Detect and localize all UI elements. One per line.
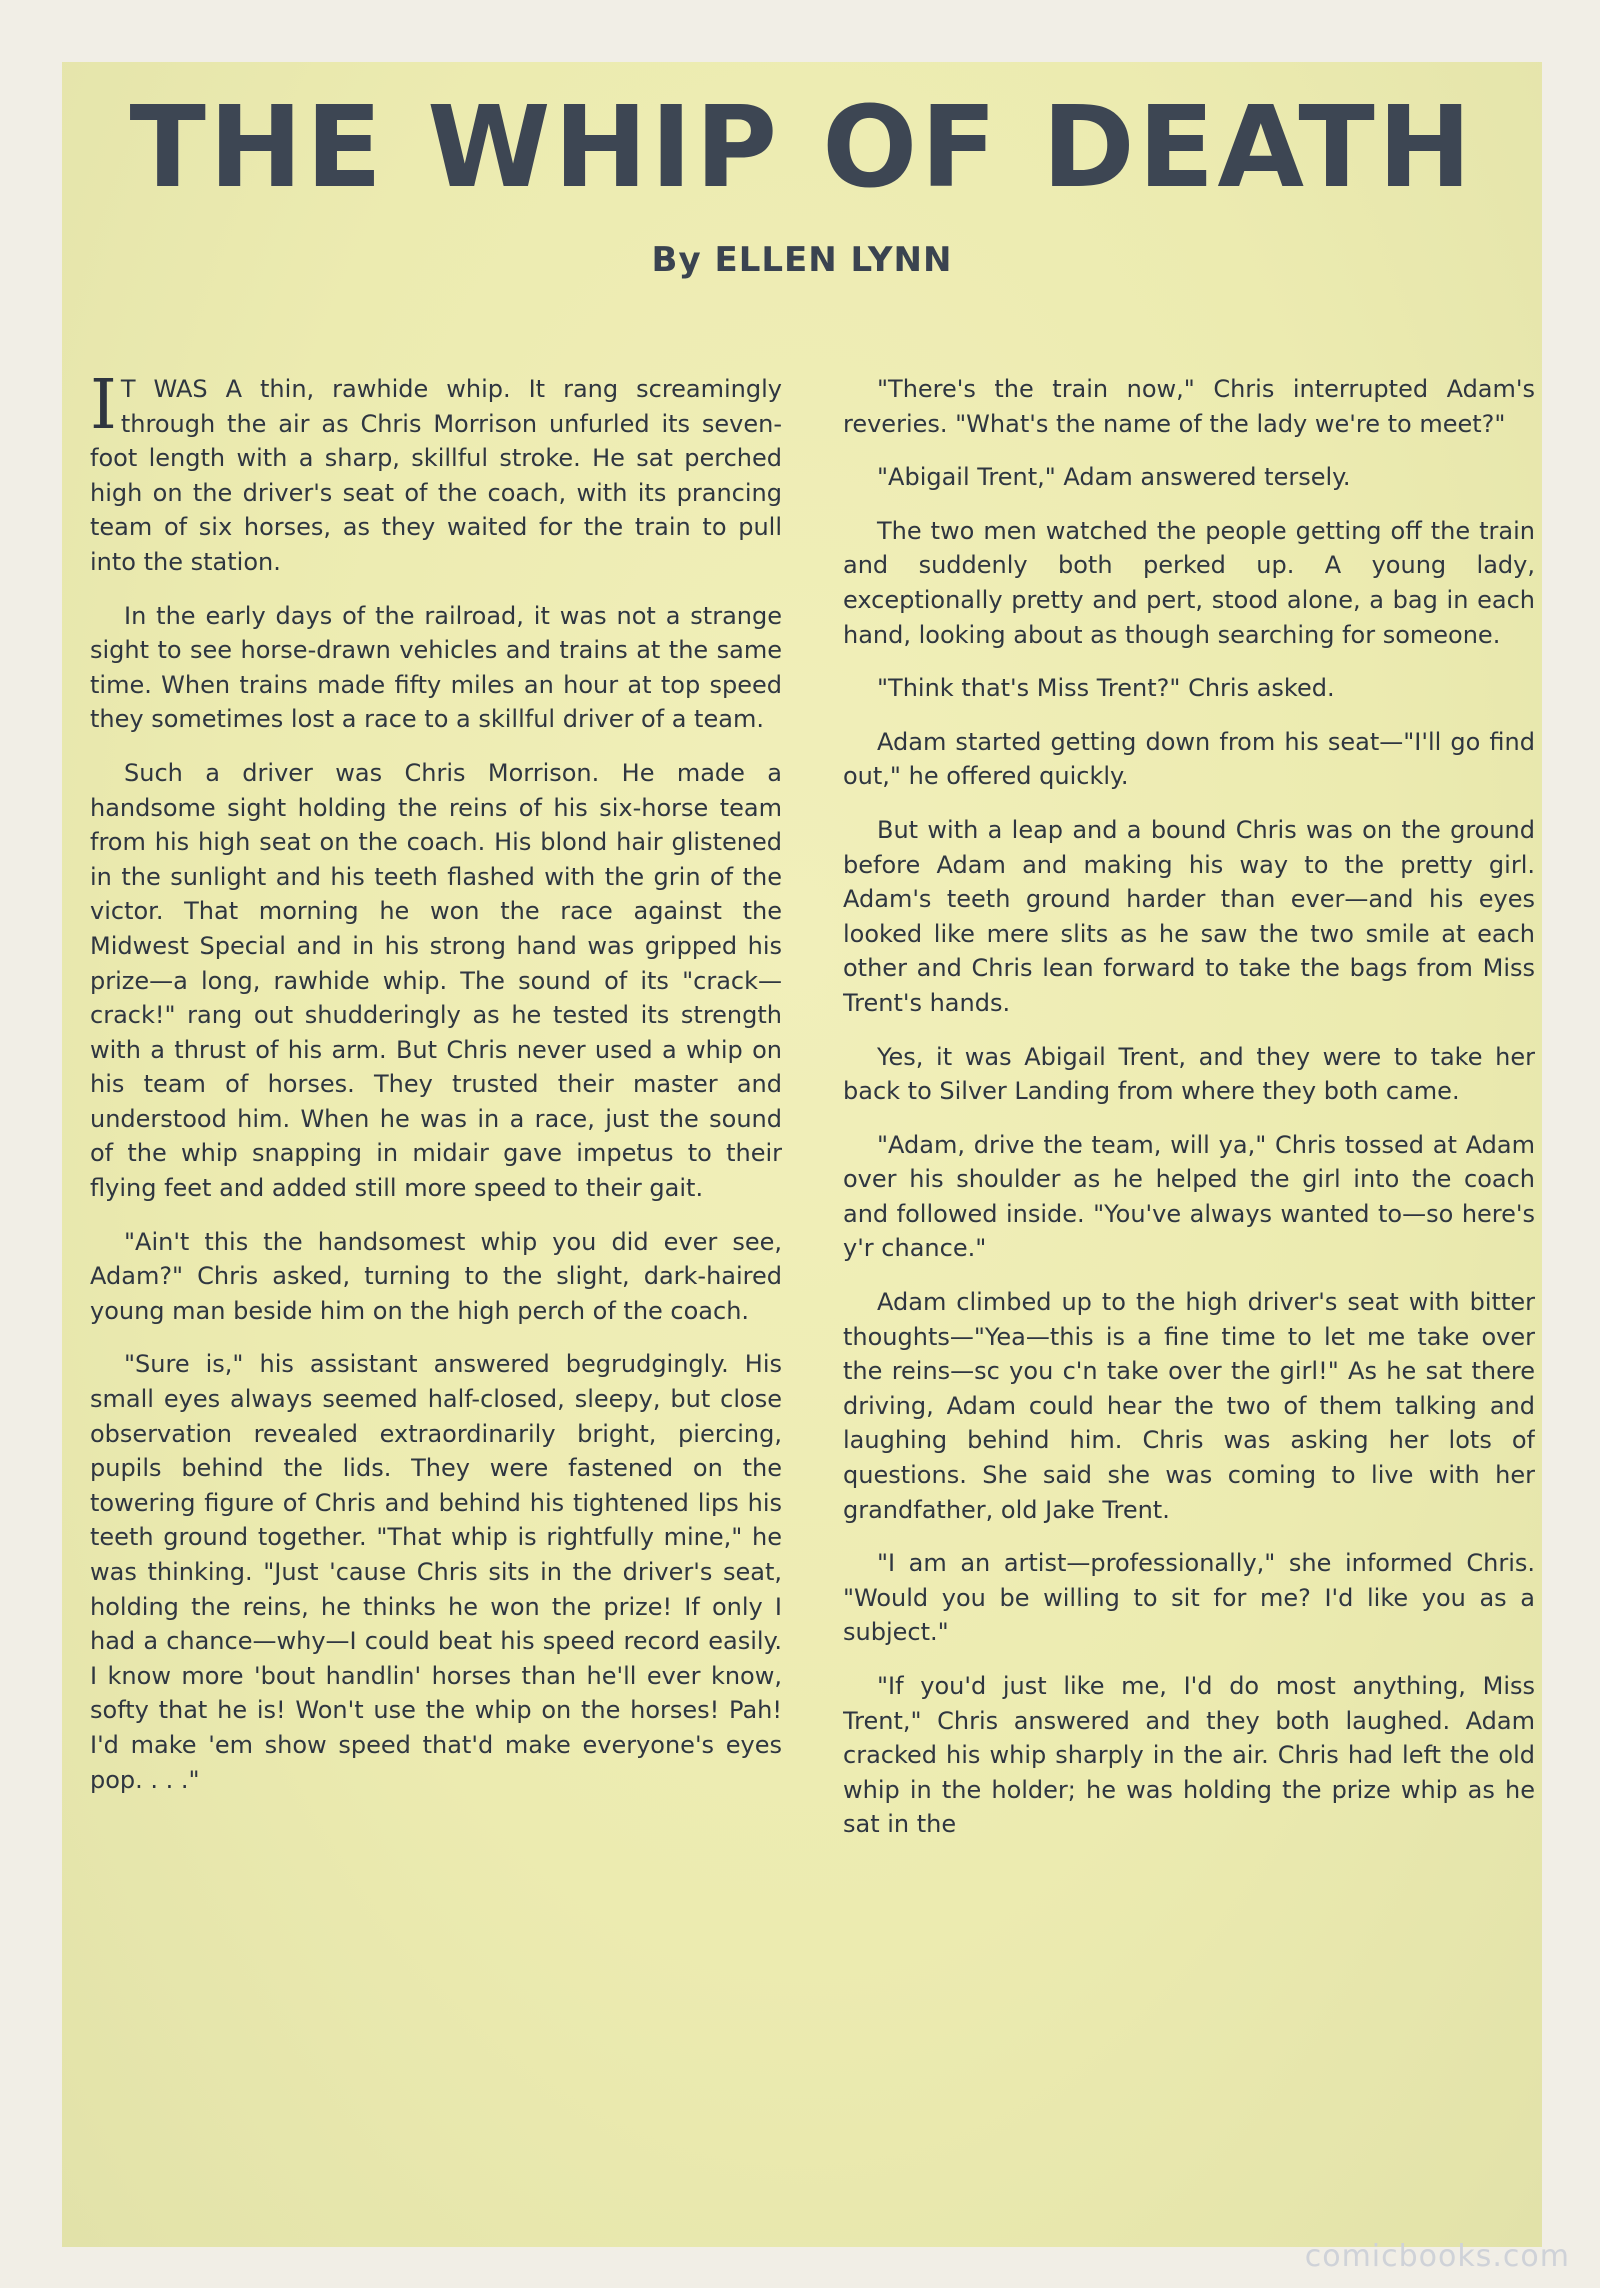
paragraph: But with a leap and a bound Chris was on the ground before Adam and making his way to the pretty girl. Adam's teeth ground harder than ever—and his eyes looked like mere slits as he saw the two smile at each other and Chris lean forward to take the bags from Miss Trent's hands.: [843, 815, 1535, 1017]
paragraph: Adam started getting down from his seat—"I'll go find out," he offered quickly.: [843, 727, 1535, 791]
paragraph-text: T WAS A thin, rawhide whip. It rang screamingly through the air as Chris Morrison unfurled its seven-foot length with a sharp, skillful stroke. He sat perched high on the driver's seat of the coach, with its prancing team of six horses, as they waited for the train to pull into the station.: [90, 375, 782, 576]
watermark: comicbooks.com: [1304, 2239, 1570, 2274]
paragraph: "Sure is," his assistant answered begrudgingly. His small eyes always seemed half-closed, sleepy, but close observation revealed extraordinarily bright, piercing, pupils behind the lids. They were fastened on the towering figure of Chris and behind his tightened lips his teeth ground together. "That whip is rightfully mine," he was thinking. "Just 'cause Chris sits in the driver's seat, holding the reins, he thinks he won the prize! If only I had a chance—why—I could beat his speed record easily. I know more 'bout handlin' horses than he'll ever know, softy that he is! Won't use the whip on the horses! Pah! I'd make 'em show speed that'd make everyone's eyes pop. . . .": [90, 1350, 782, 1794]
paragraph: "If you'd just like me, I'd do most anything, Miss Trent," Chris answered and they both laughed. Adam cracked his whip sharply in the air. Chris had left the old whip in the holder; he was holding the prize whip as he sat in the: [843, 1672, 1535, 1839]
paragraph: "Adam, drive the team, will ya," Chris tossed at Adam over his shoulder as he helped the girl into the coach and followed inside. "You've always wanted to—so here's y'r chance.": [843, 1130, 1535, 1263]
paragraph: "Think that's Miss Trent?" Chris asked.: [877, 674, 1335, 703]
paragraph: "Ain't this the handsomest whip you did ever see, Adam?" Chris asked, turning to the slight, dark-haired young man beside him on the high perch of the coach.: [90, 1227, 782, 1325]
text-column-right: [843, 372, 1535, 2062]
byline: By ELLEN LYNN: [651, 240, 953, 280]
paragraph: "I am an artist—professionally," she informed Chris. "Would you be willing to sit for me? I'd like you as a subject.": [843, 1549, 1535, 1647]
drop-cap: I: [90, 372, 117, 445]
paragraph: "Abigail Trent," Adam answered tersely.: [877, 463, 1351, 492]
paragraph: Adam climbed up to the high driver's seat with bitter thoughts—"Yea—this is a fine time to let me take over the reins—sc you c'n take over the girl!" As he sat there driving, Adam could hear the two of them talking and laughing behind him. Chris was asking her lots of questions. She said she was coming to live with her grandfather, old Jake Trent.: [843, 1288, 1535, 1524]
paragraph: In the early days of the railroad, it was not a strange sight to see horse-drawn vehicles and trains at the same time. When trains made fifty miles an hour at top speed they sometimes lost a race to a skillful driver of a team.: [90, 601, 782, 734]
story-title: THE WHIP OF DEATH: [129, 83, 1475, 213]
paragraph: The two men watched the people getting off the train and suddenly both perked up. A young lady, exceptionally pretty and pert, stood alone, a bag in each hand, looking about as though searching for someone.: [843, 516, 1535, 649]
paragraph: Yes, it was Abigail Trent, and they were to take her back to Silver Landing from where they both came.: [843, 1042, 1535, 1106]
paragraph: Such a driver was Chris Morrison. He made a handsome sight holding the reins of his six-horse team from his high seat on the coach. His blond hair glistened in the sunlight and his teeth flashed with the grin of the victor. That morning he won the race against the Midwest Special and in his strong hand was gripped his prize—a long, rawhide whip. The sound of its "crack—crack!" rang out shudderingly as he tested its strength with a thrust of his arm. But Chris never used a whip on his team of horses. They trusted their master and understood him. When he was in a race, just the sound of the whip snapping in midair gave impetus to their flying feet and added still more speed to their gait.: [90, 758, 782, 1203]
paragraph: [90, 372, 782, 580]
paragraph: "There's the train now," Chris interrupted Adam's reveries. "What's the name of the lady we're to meet?": [843, 375, 1535, 438]
text-column-left: [90, 372, 782, 2062]
